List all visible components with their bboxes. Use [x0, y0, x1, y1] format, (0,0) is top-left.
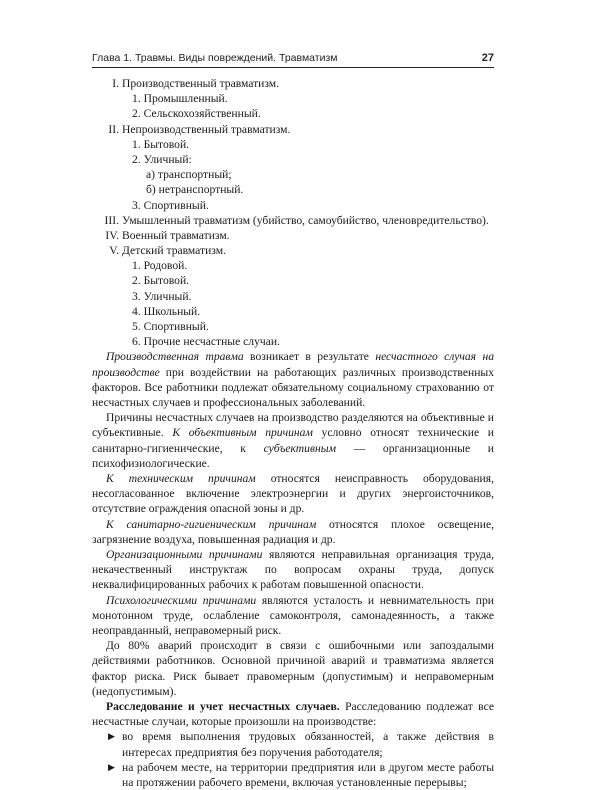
paragraph-psychological-causes: Психологическими причинами являются усталость и невнимательность при монотонном труде, ослабление самоконтроля, самонадеянность, а также неоправданный, неправомерный риск.	[92, 593, 494, 638]
list-item: 5. Спортивный.	[132, 320, 209, 333]
paragraph-causes: Причины несчастных случаев на производство разделяются на объективные и субъективные. К объективным причинам условно относят технические и санитарно-гигиенические, к субъективным — организационные и психофизиологические.	[92, 411, 494, 470]
paragraph-organizational-causes: Организационными причинами являются неправильная организация труда, некачественный инструктаж по вопросам охраны труда, допуск неквалифицированных рабочих к работам повышенной опасности.	[92, 548, 494, 592]
list-item: 4. Школьный.	[132, 304, 201, 318]
list-item: 3. Уличный.	[132, 289, 192, 303]
paragraph-investigation: Расследование и учет несчастных случаев. Расследованию подлежат все несчастные случаи, которые произошли на производстве:	[92, 700, 494, 729]
paragraph-production-injury: Производственная травма возникает в результате несчастного случая на производстве при воздействии на работающих различных производственных факторов. Все работники подлежат обязательному социальному страхованию от несчастных случаев и профессиональных заболеваний.	[92, 350, 495, 409]
chapter-title: Глава 1. Травмы. Виды повреждений. Травматизм	[92, 52, 338, 64]
list-item: 2. Сельскохозяйственный.	[132, 107, 261, 121]
classification-list	[92, 76, 494, 349]
list-item: б) нетранспортный.	[146, 183, 244, 197]
list-item: а) транспортный;	[146, 168, 232, 182]
list-item: II. Непроизводственный травматизм.	[108, 122, 291, 136]
bullet-item: ▶ на рабочем месте, на территории предприятия или в другом месте работы на протяжении рабочего времени, включая установленные перерывы;	[108, 760, 494, 790]
list-item: 3. Спортивный.	[132, 198, 209, 212]
triangle-bullet-icon: ▶	[108, 761, 115, 772]
list-item: 1. Бытовой.	[132, 137, 190, 151]
list-item: 2. Бытовой.	[132, 274, 190, 288]
triangle-bullet-icon: ▶	[108, 731, 115, 742]
bullet-item: ▶ во время выполнения трудовых обязанностей, а также действия в интересах предприятия без поручения работодателя;	[108, 730, 494, 759]
page-body	[92, 76, 494, 790]
list-item: 2. Уличный:	[132, 152, 192, 166]
paragraph-sanitary-causes: К санитарно-гигиеническим причинам относятся плохое освещение, загрязнение воздуха, повышенная радиация и др.	[92, 517, 494, 546]
list-item: 6. Прочие несчастные случаи.	[132, 335, 280, 349]
list-item: 1. Родовой.	[132, 259, 188, 273]
list-item: I. Производственный травматизм.	[112, 77, 280, 90]
list-item: III. Умышленный травматизм (убийство, самоубийство, членовредительство).	[104, 213, 489, 227]
list-item: V. Детский травматизм.	[109, 244, 226, 258]
paragraph-accident-statistics: До 80% аварий происходит в связи с ошибочными или запоздалыми действиями работников. Основной причиной аварий и травматизма является фактор риска. Риск бывает правомерным (допустимым) и неправомерным (недопустимым).	[92, 639, 494, 698]
list-item: IV. Военный травматизм.	[105, 228, 230, 242]
running-header	[92, 52, 494, 68]
list-item: 1. Промышленный.	[132, 92, 228, 106]
page-number: 27	[481, 52, 494, 64]
paragraph-technical-causes: К техническим причинам относятся неисправность оборудования, несогласованное включение электроэнергии и других энергоисточников, отсутствие ограждения опасной зоны и др.	[92, 472, 494, 516]
